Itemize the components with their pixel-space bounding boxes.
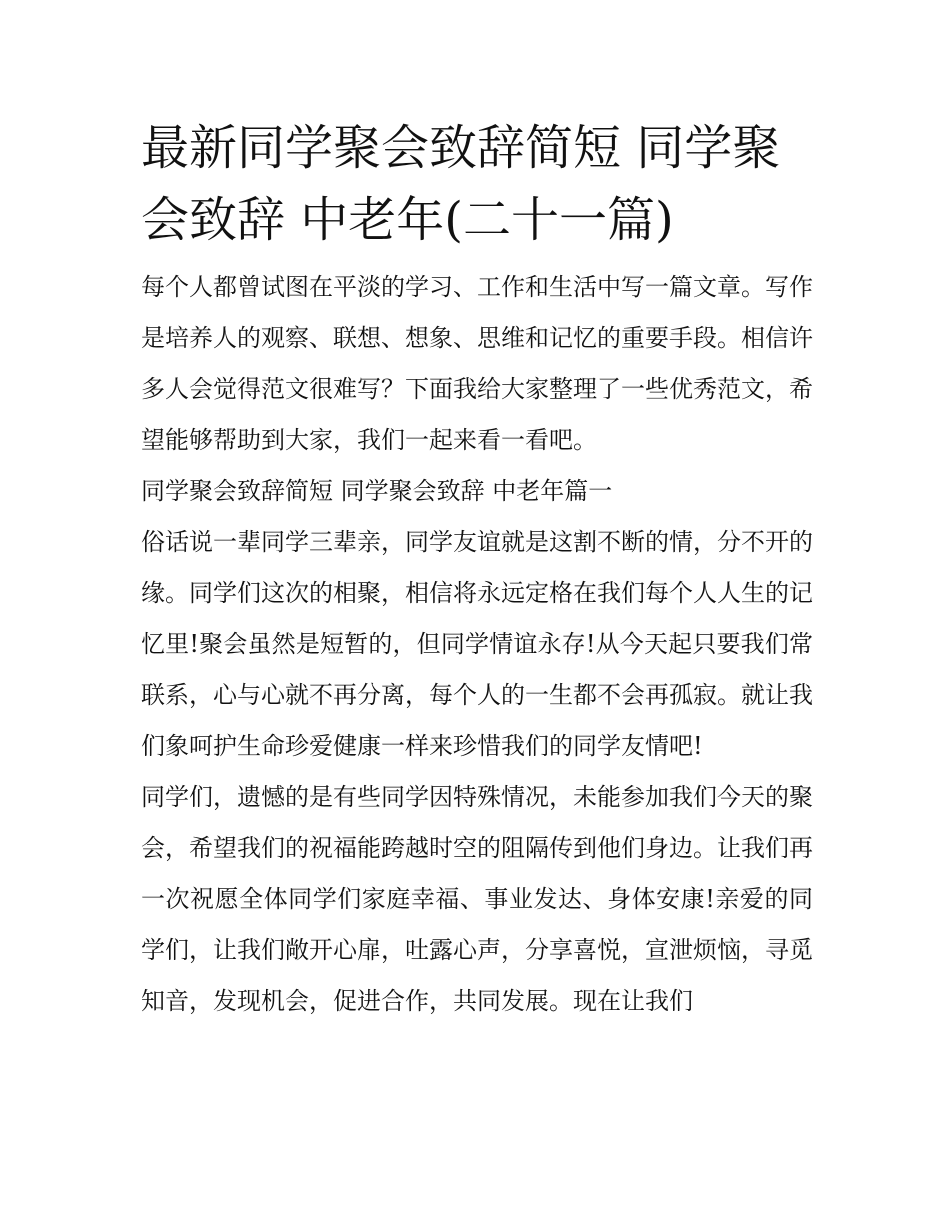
body-paragraph-1: 俗话说一辈同学三辈亲，同学友谊就是这割不断的情，分不开的缘。同学们这次的相聚，相信将永远定格在我们每个人人生的记忆里!聚会虽然是短暂的，但同学情谊永存!从今天起只要我们常联系，心与心就不再分离，每个人的一生都不会再孤寂。就让我们象呵护生命珍爱健康一样来珍惜我们的同学友情吧! — [141, 528, 813, 760]
body-paragraph-2: 同学们，遗憾的是有些同学因特殊情况，未能参加我们今天的聚会，希望我们的祝福能跨越时空的阻隔传到他们身边。让我们再一次祝愿全体同学们家庭幸福、事业发达、身体安康!亲爱的同学们，让我们敞开心扉，吐露心声，分享喜悦，宣泄烦恼，寻觅知音，发现机会，促进合作，共同发展。现在让我们 — [141, 783, 813, 1015]
section-heading: 同学聚会致辞简短 同学聚会致辞 中老年篇一 — [141, 477, 613, 505]
intro-paragraph: 每个人都曾试图在平淡的学习、工作和生活中写一篇文章。写作是培养人的观察、联想、想象、思维和记忆的重要手段。相信许多人会觉得范文很难写？下面我给大家整理了一些优秀范文，希望能够帮助到大家，我们一起来看一看吧。 — [141, 273, 813, 454]
document-title: 最新同学聚会致辞简短 同学聚会致辞 中老年(二十一篇) — [141, 120, 781, 248]
document-page — [141, 112, 813, 1027]
